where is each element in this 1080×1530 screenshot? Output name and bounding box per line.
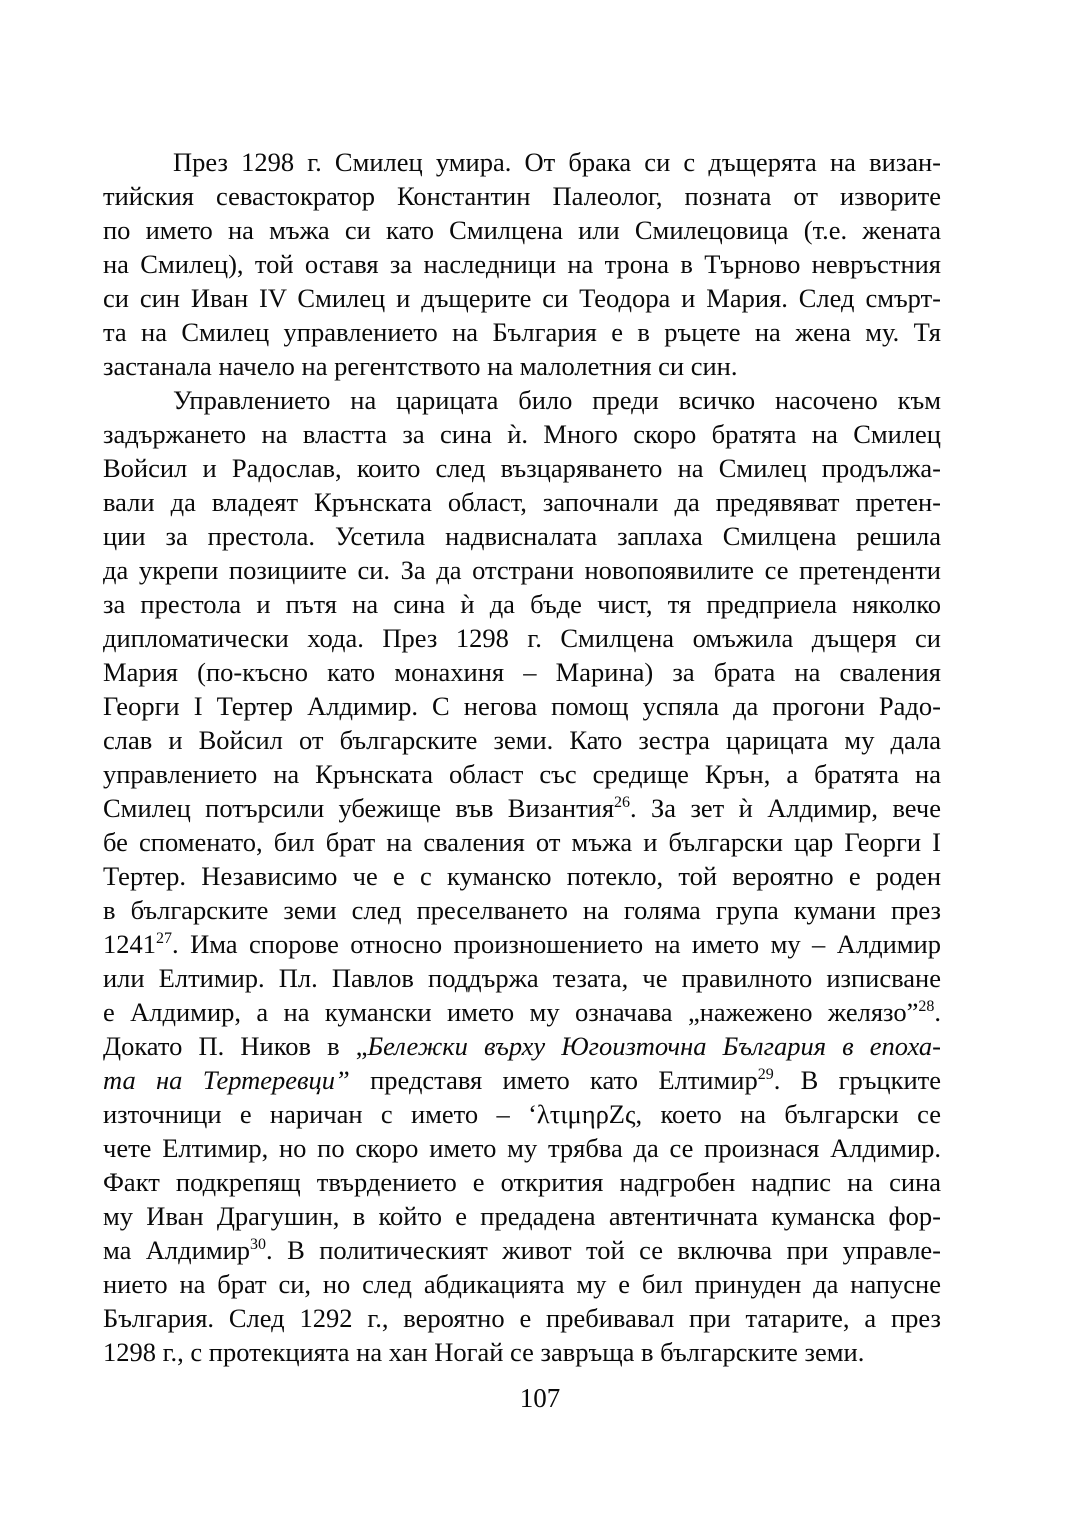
text-run: . В политическият живот той се включва при управле- <box>266 1235 942 1265</box>
text-line <box>103 247 941 281</box>
text-line <box>103 791 941 825</box>
text-line <box>103 1267 941 1301</box>
text-run: или Елтимир. Пл. Павлов поддържа тезата, че правилното изписване <box>103 963 941 993</box>
text-line <box>103 825 941 859</box>
text-run: та на Смилец управлението на България е в ръцете на жена му. Тя <box>103 317 941 347</box>
text-line <box>103 1233 941 1267</box>
text-run: си син Иван IV Смилец и дъщерите си Теодора и Мария. След смърт- <box>103 283 941 313</box>
footnote-ref: 28 <box>918 998 935 1015</box>
text-line <box>103 451 941 485</box>
text-line <box>103 1165 941 1199</box>
text-run: . За зет ѝ Алдимир, вече <box>630 793 941 823</box>
text-line <box>103 1063 941 1097</box>
text-line <box>103 961 941 995</box>
text-run: дипломатически хода. През 1298 г. Смилцена омъжила дъщеря си <box>103 623 941 653</box>
text-run: 1241 <box>103 929 156 959</box>
text-run: Управлението на царицата било преди всичко насочено към <box>173 385 941 415</box>
text-run: да укрепи позициите си. За да отстрани новопоявилите се претенденти <box>103 555 941 585</box>
footnote-ref: 27 <box>156 930 172 947</box>
text-run: България. След 1292 г., вероятно е пребивавал при татарите, а през <box>103 1303 941 1333</box>
text-line <box>103 689 941 723</box>
text-line <box>103 315 941 349</box>
text-run: Тертер. Независимо че е с куманско потекло, той вероятно е роден <box>103 861 941 891</box>
text-run: източници е наричан с името – ‘λτιμηρΖς, което на български се <box>103 1099 941 1129</box>
text-line <box>103 1131 941 1165</box>
text-line <box>103 927 941 961</box>
text-run: През 1298 г. Смилец умира. От брака си с дъщерята на визан- <box>173 147 941 177</box>
text-run: . Има спорове относно произношението на името му – Алдимир <box>172 929 941 959</box>
text-line <box>103 1335 941 1369</box>
text-line <box>103 179 941 213</box>
text-line <box>103 859 941 893</box>
page-number: 107 <box>519 1383 561 1413</box>
text-run: управлението на Крънската област със средище Крън, а братята на <box>103 759 941 789</box>
text-run: ма Алдимир <box>103 1235 251 1265</box>
text-line <box>103 723 941 757</box>
text-run: Смилец потърсили убежище във Византия <box>103 793 615 823</box>
text-run: е Алдимир, а на кумански името му означава „нажежено желязо” <box>103 997 919 1027</box>
text-line <box>103 213 941 247</box>
text-run: . В гръцките <box>773 1065 941 1095</box>
text-run: Факт подкрепящ твърдението е открития надгробен надпис на сина <box>103 1167 941 1197</box>
italic-citation: Бележки върху Югоизточна България в епоха- <box>367 1031 941 1061</box>
text-run: 1298 г., с протекцията на хан Ногай се завръща в българските земи. <box>103 1337 865 1367</box>
text-line <box>103 1097 941 1131</box>
text-run: задържането на властта за сина ѝ. Много скоро братята на Смилец <box>103 419 941 449</box>
body-text <box>103 145 941 1369</box>
text-run: . <box>934 997 941 1027</box>
text-line <box>103 485 941 519</box>
text-line <box>103 553 941 587</box>
text-line <box>103 1301 941 1335</box>
text-run: вали да владеят Крънската област, започнали да предявяват претен- <box>103 487 941 517</box>
text-line <box>103 621 941 655</box>
text-line <box>103 893 941 927</box>
footnote-ref: 26 <box>614 794 631 811</box>
text-line <box>103 995 941 1029</box>
text-line <box>103 349 941 383</box>
text-run: в българските земи след преселването на голяма група кумани през <box>103 895 941 925</box>
footnote-ref: 30 <box>250 1236 267 1253</box>
text-line <box>103 417 941 451</box>
text-run: на Смилец), той оставя за наследници на трона в Търново невръстния <box>103 249 941 279</box>
italic-citation: та на Тертеревци” <box>103 1065 371 1095</box>
text-run: представя името като Елтимир <box>370 1065 758 1095</box>
text-line <box>103 519 941 553</box>
text-run: му Иван Драгушин, в който е предадена автентичната куманска фор- <box>103 1201 941 1231</box>
text-run: ции за престола. Усетила надвисналата заплаха Смилцена решила <box>103 521 941 551</box>
text-run: тийския севастократор Константин Палеолог, позната от изворите <box>103 181 941 211</box>
footnote-ref: 29 <box>757 1066 774 1083</box>
text-run: Георги I Тертер Алдимир. С негова помощ успяла да прогони Радо- <box>103 691 941 721</box>
text-line <box>103 145 941 179</box>
text-line <box>103 655 941 689</box>
text-run: слав и Войсил от българските земи. Като зестра царицата му дала <box>103 725 941 755</box>
text-run: нието на брат си, но след абдикацията му е бил принуден да напусне <box>103 1269 941 1299</box>
text-run: застанала начело на регентството на малолетния си син. <box>103 351 738 381</box>
text-run: за престола и пътя на сина ѝ да бъде чист, тя предприела няколко <box>103 589 941 619</box>
text-run: Мария (по-късно като монахиня – Марина) за брата на сваления <box>103 657 941 687</box>
text-line <box>103 383 941 417</box>
text-run: бе споменато, бил брат на сваления от мъжа и български цар Георги I <box>103 827 941 857</box>
text-run: Докато П. Ников в „ <box>103 1031 368 1061</box>
text-line <box>103 757 941 791</box>
text-line <box>103 1199 941 1233</box>
text-run: чете Елтимир, но по скоро името му трябва да се произнася Алдимир. <box>103 1133 941 1163</box>
text-line <box>103 1029 941 1063</box>
text-line <box>103 587 941 621</box>
text-run: по името на мъжа си като Смилцена или Смилецовица (т.е. жената <box>103 215 941 245</box>
text-run: Войсил и Радослав, които след възцаряването на Смилец продължа- <box>103 453 941 483</box>
text-line <box>103 281 941 315</box>
